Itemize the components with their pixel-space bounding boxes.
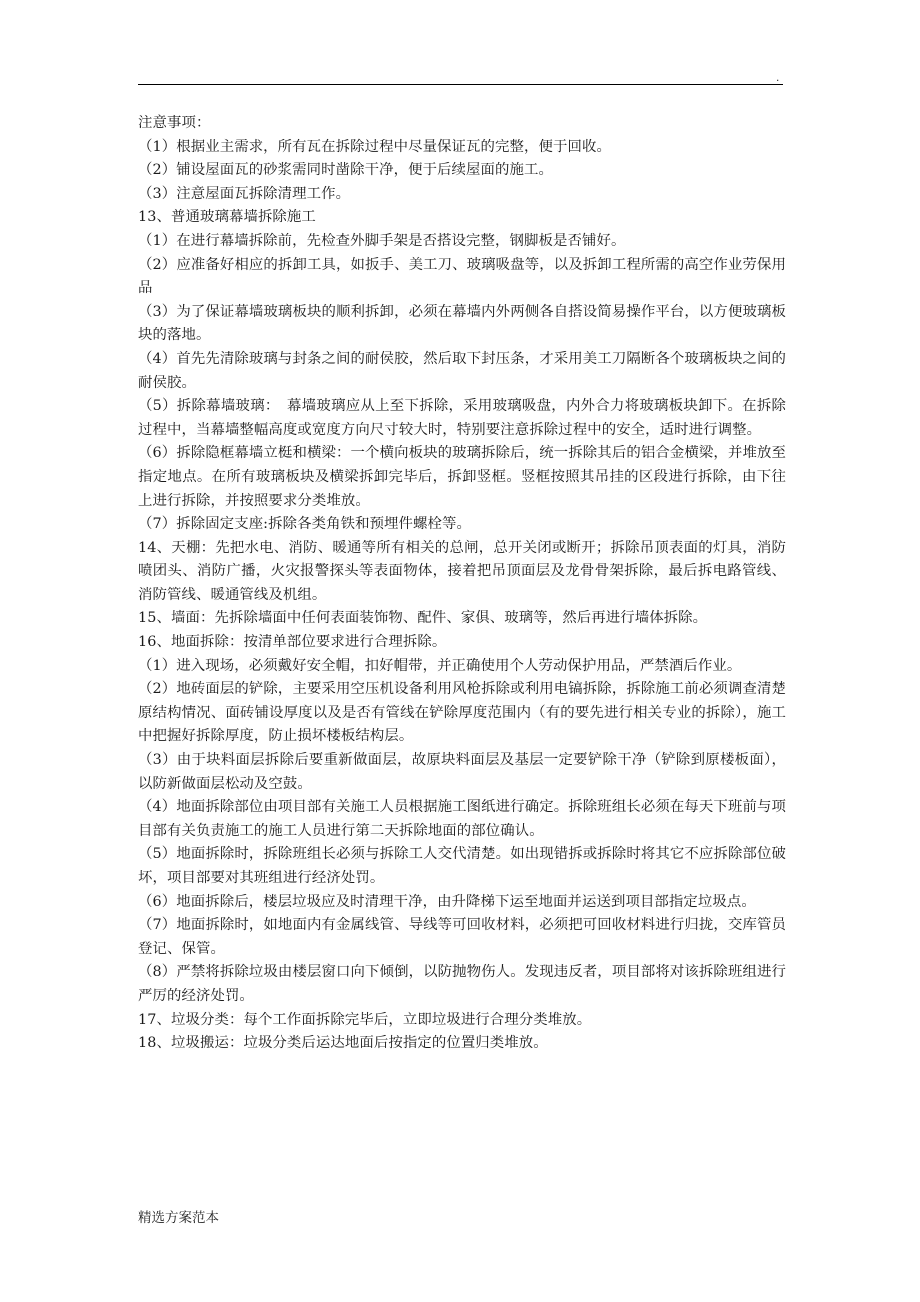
header-mark: . (776, 70, 780, 84)
paragraph: （6）地面拆除后，楼层垃圾应及时清理干净，由升降梯下运至地面并运送到项目部指定垃圾点。 (138, 893, 756, 910)
section-heading: 16、地面拆除：按清单部位要求进行合理拆除。 (138, 634, 447, 651)
paragraph: （3）由于块料面层拆除后要重新做面层，故原块料面层及基层一定要铲除干净（铲除到原楼板面），以防新做面层松动及空鼓。 (138, 752, 786, 792)
header-rule (138, 84, 783, 85)
paragraph: 注意事项： (138, 115, 211, 131)
section-heading: 18、垃圾搬运：垃圾分类后运达地面后按指定的位置归类堆放。 (138, 1035, 548, 1052)
paragraph: （5）拆除幕墙玻璃： 幕墙玻璃应从上至下拆除，采用玻璃吸盘，内外合力将玻璃板块卸下。在拆除过程中，当幕墙整幅高度或宽度方向尺寸较大时，特别要注意拆除过程中的安全，适时进行调整。 (138, 398, 786, 438)
paragraph: （4）首先先清除玻璃与封条之间的耐侯胶，然后取下封压条，才采用美工刀隔断各个玻璃板块之间的耐侯胶。 (138, 350, 786, 391)
section-heading: 15、墙面：先拆除墙面中任何表面装饰物、配件、家俱、玻璃等，然后再进行墙体拆除。 (138, 610, 708, 627)
section-heading: 14、天棚：先把水电、消防、暖通等所有相关的总闸，总开关闭或断开；拆除吊顶表面的灯具，消防喷团头、消防广播，火灾报警探头等表面物体，接着把吊顶面层及龙骨骨架拆除，最后拆电路管线、消防管线、暖通管线及机组。 (138, 539, 786, 603)
paragraph: （5）地面拆除时，拆除班组长必须与拆除工人交代清楚。如出现错拆或拆除时将其它不应拆除部位破坏，项目部要对其班组进行经济处罚。 (138, 846, 786, 886)
paragraph: （1）根据业主需求，所有瓦在拆除过程中尽量保证瓦的完整，便于回收。 (138, 138, 611, 155)
paragraph: （1）进入现场，必须戴好安全帽，扣好帽带，并正确使用个人劳动保护用品，严禁酒后作业。 (138, 657, 742, 674)
paragraph: （6）拆除隐框幕墙立梃和横梁：一个横向板块的玻璃拆除后，统一拆除其后的铝合金横梁，并堆放至指定地点。在所有玻璃板块及横梁拆卸完毕后，拆卸竖框。竖框按照其吊挂的区段进行拆除，由下往上进行拆除，并按照要求分类堆放。 (138, 445, 786, 509)
paragraph: （8）严禁将拆除垃圾由楼层窗口向下倾倒，以防抛物伤人。发现违反者，项目部将对该拆除班组进行严厉的经济处罚。 (138, 964, 786, 1004)
paragraph: （7）地面拆除时，如地面内有金属线管、导线等可回收材料，必须把可回收材料进行归拢，交库管员登记、保管。 (138, 917, 786, 957)
section-heading: 13、普通玻璃幕墙拆除施工 (138, 209, 316, 226)
paragraph: （3）注意屋面瓦拆除清理工作。 (138, 185, 351, 202)
document-body (138, 112, 786, 1056)
paragraph: （1）在进行幕墙拆除前，先检查外脚手架是否搭设完整，钢脚板是否铺好。 (138, 232, 626, 249)
section-heading: 17、垃圾分类：每个工作面拆除完毕后，立即垃圾进行合理分类堆放。 (138, 1011, 592, 1028)
paragraph: （3）为了保证幕墙玻璃板块的顺利拆卸，必须在幕墙内外两侧各自搭设简易操作平台，以方便玻璃板块的落地。 (138, 303, 786, 344)
page-footer: 精选方案范本 (138, 1210, 219, 1226)
paragraph: （2）铺设屋面瓦的砂浆需同时凿除干净，便于后续屋面的施工。 (138, 162, 553, 179)
paragraph: （2）地砖面层的铲除，主要采用空压机设备利用风枪拆除或利用电镐拆除，拆除施工前必须调查清楚原结构情况、面砖铺设厚度以及是否有管线在铲除厚度范围内（有的要先进行相关专业的拆除），施工中把握好拆除厚度，防止损坏楼板结构层。 (138, 681, 786, 745)
paragraph: （7）拆除固定支座:拆除各类角铁和预埋件螺栓等。 (138, 516, 471, 533)
paragraph: （4）地面拆除部位由项目部有关施工人员根据施工图纸进行确定。拆除班组长必须在每天下班前与项目部有关负责施工的施工人员进行第二天拆除地面的部位确认。 (138, 799, 786, 839)
paragraph: （2）应准备好相应的拆卸工具，如扳手、美工刀、玻璃吸盘等，以及拆卸工程所需的高空作业劳保用品 (138, 256, 786, 297)
